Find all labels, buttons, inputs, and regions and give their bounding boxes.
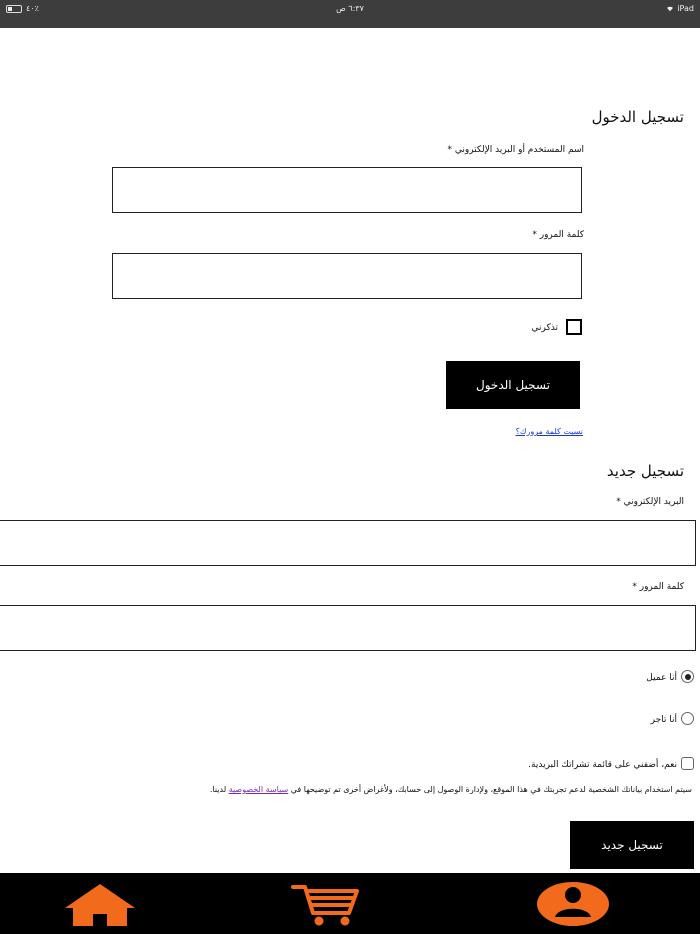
privacy-policy-link[interactable]: سياسة الخصوصية: [228, 785, 289, 794]
home-icon: [63, 882, 137, 926]
tab-home[interactable]: [40, 873, 160, 934]
privacy-notice: [210, 785, 692, 794]
role-customer-label: أنا عميل: [646, 673, 677, 683]
password-input[interactable]: [112, 253, 582, 299]
bottom-tab-bar: [0, 873, 700, 934]
newsletter-checkbox[interactable]: [681, 757, 694, 770]
account-icon: [536, 881, 610, 927]
radio-selected-dot: [685, 674, 691, 680]
remember-me-checkbox[interactable]: [566, 319, 582, 335]
username-input[interactable]: [112, 167, 582, 213]
register-email-label: البريد الإلكتروني *: [616, 497, 684, 507]
register-password-label: كلمة المرور *: [632, 582, 684, 592]
status-time: ٦:٣٧ ص: [336, 4, 364, 13]
newsletter-label: نعم، أضفني على قائمة تشراتك البريدية.: [528, 760, 677, 770]
login-title: تسجيل الدخول: [591, 108, 684, 126]
tab-account[interactable]: [513, 873, 633, 934]
device-indicator: [666, 4, 694, 13]
status-bar: [0, 0, 700, 28]
role-customer-radio[interactable]: [681, 670, 694, 683]
tab-cart[interactable]: [268, 873, 388, 934]
register-email-input[interactable]: [0, 520, 696, 566]
role-merchant-radio[interactable]: [681, 712, 694, 725]
register-button[interactable]: تسجيل جديد: [570, 821, 694, 869]
battery-percent: ٤٠٪: [26, 4, 39, 13]
cart-icon: [289, 881, 367, 927]
login-button[interactable]: تسجيل الدخول: [446, 361, 580, 409]
username-label: اسم المستخدم أو البريد الإلكتروني *: [447, 145, 584, 155]
remember-me-label: تذكرني: [531, 323, 558, 333]
privacy-text-before: سيتم استخدام بياناتك الشخصية لدعم تجربتك في هذا الموقع، ولإدارة الوصول إلى حسابك، ولأغراض أخرى تم توضيحها في: [288, 785, 692, 794]
role-merchant-label: أنا تاجر: [650, 715, 677, 725]
register-title: تسجيل جديد: [606, 462, 684, 480]
device-name: iPad: [677, 4, 694, 13]
wifi-icon: [666, 6, 674, 12]
register-password-input[interactable]: [0, 605, 696, 651]
forgot-password-link[interactable]: نسيت كلمة مرورك؟: [515, 427, 583, 436]
privacy-text-after: لدينا.: [209, 785, 229, 794]
password-label: كلمة المرور *: [532, 230, 584, 240]
